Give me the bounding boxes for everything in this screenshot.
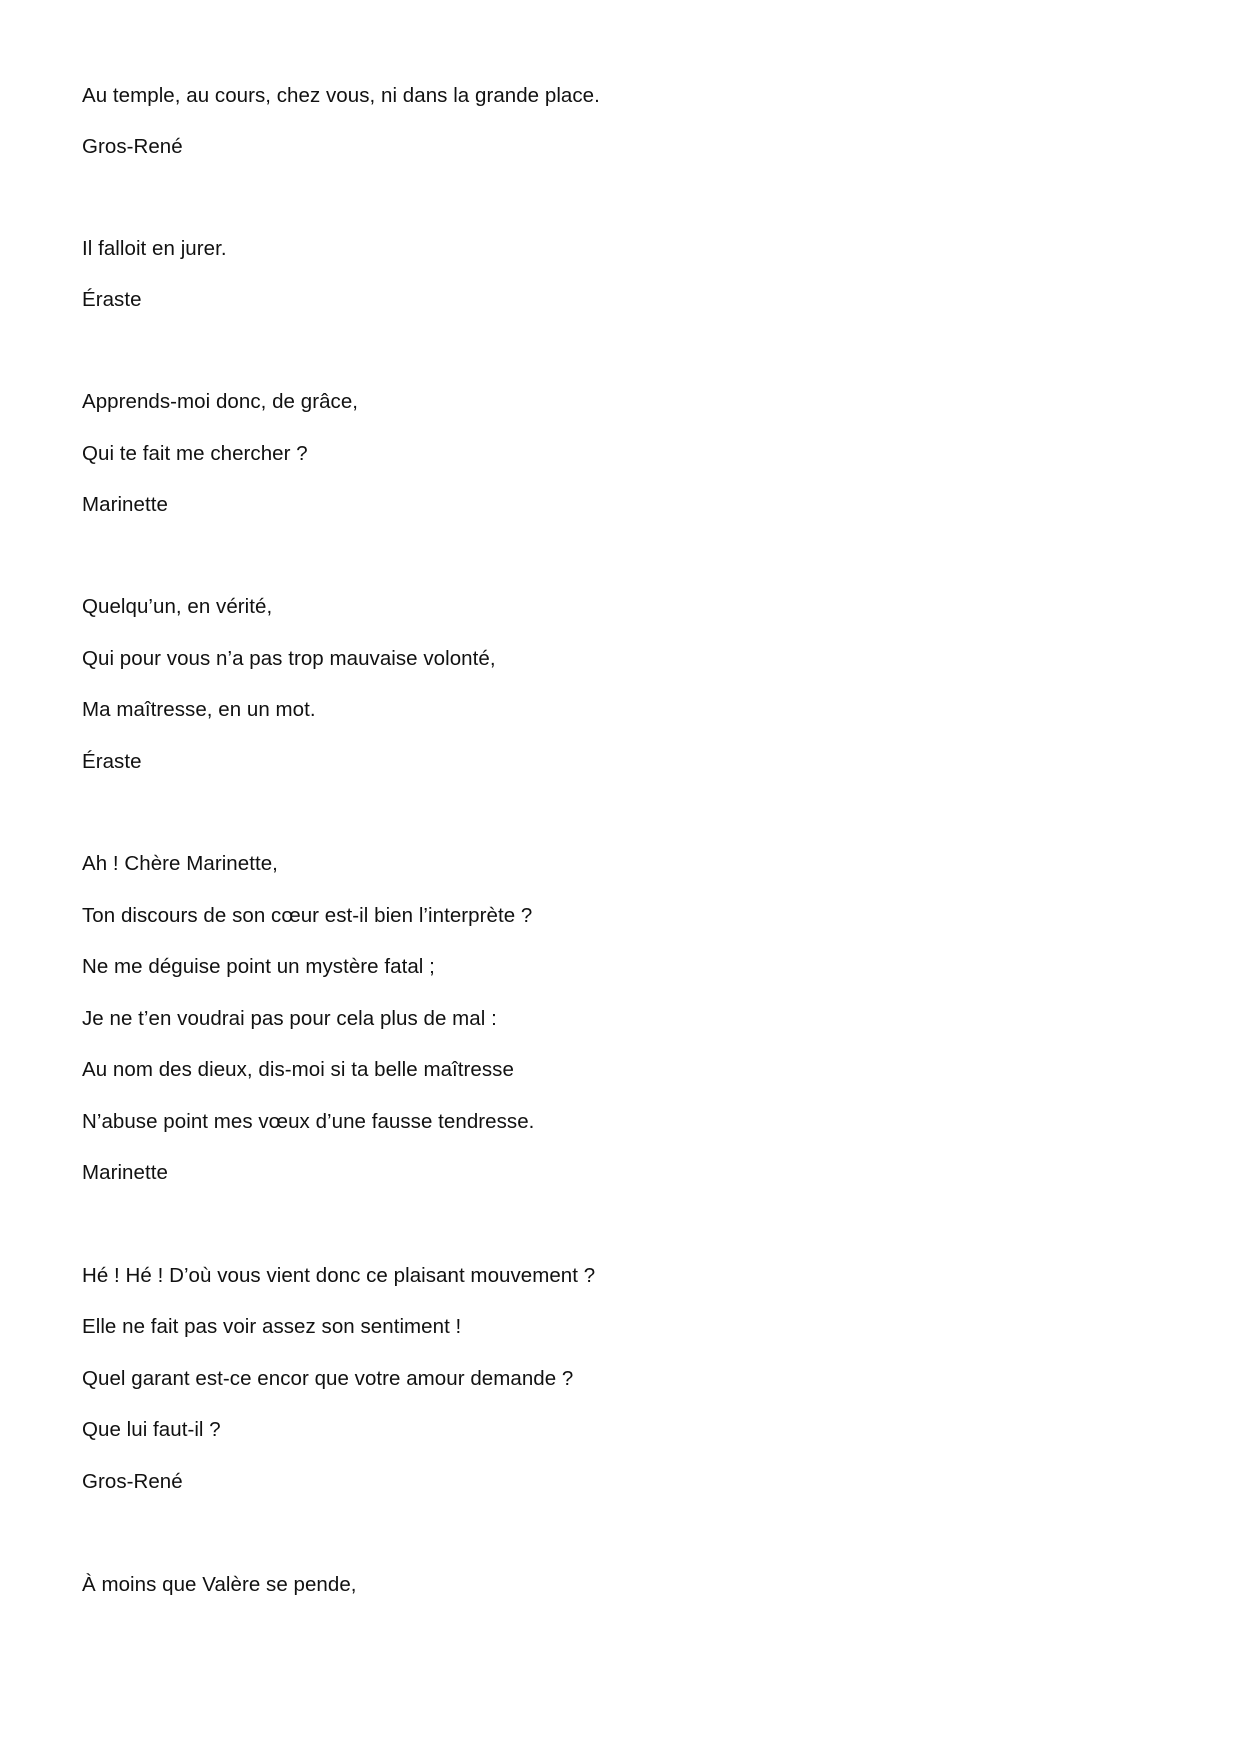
speaker-name: Éraste [82, 750, 142, 773]
verse-line: Ah ! Chère Marinette, [82, 852, 278, 875]
verse-line: N’abuse point mes vœux d’une fausse tendresse. [82, 1110, 535, 1133]
verse-line: À moins que Valère se pende, [82, 1573, 357, 1596]
speaker-name: Marinette [82, 493, 168, 516]
verse-line: Quelqu’un, en vérité, [82, 595, 273, 618]
verse-line: Au temple, au cours, chez vous, ni dans la grande place. [82, 84, 600, 107]
verse-line: Qui te fait me chercher ? [82, 442, 308, 465]
speaker-name: Gros-René [82, 135, 183, 158]
verse-line: Qui pour vous n’a pas trop mauvaise volonté, [82, 647, 496, 670]
verse-line: Ma maîtresse, en un mot. [82, 698, 316, 721]
verse-line: Hé ! Hé ! D’où vous vient donc ce plaisant mouvement ? [82, 1264, 596, 1287]
verse-line: Je ne t’en voudrai pas pour cela plus de mal : [82, 1007, 497, 1030]
verse-line: Ne me déguise point un mystère fatal ; [82, 955, 435, 978]
verse-line: Ton discours de son cœur est-il bien l’interprète ? [82, 904, 533, 927]
verse-line: Elle ne fait pas voir assez son sentiment ! [82, 1315, 462, 1338]
verse-line: Quel garant est-ce encor que votre amour demande ? [82, 1367, 574, 1390]
verse-line: Apprends-moi donc, de grâce, [82, 390, 359, 413]
verse-line: Au nom des dieux, dis-moi si ta belle maîtresse [82, 1058, 514, 1081]
speaker-name: Éraste [82, 288, 142, 311]
speaker-name: Gros-René [82, 1470, 183, 1493]
speaker-name: Marinette [82, 1161, 168, 1184]
verse-line: Que lui faut-il ? [82, 1418, 221, 1441]
verse-line: Il falloit en jurer. [82, 237, 227, 260]
